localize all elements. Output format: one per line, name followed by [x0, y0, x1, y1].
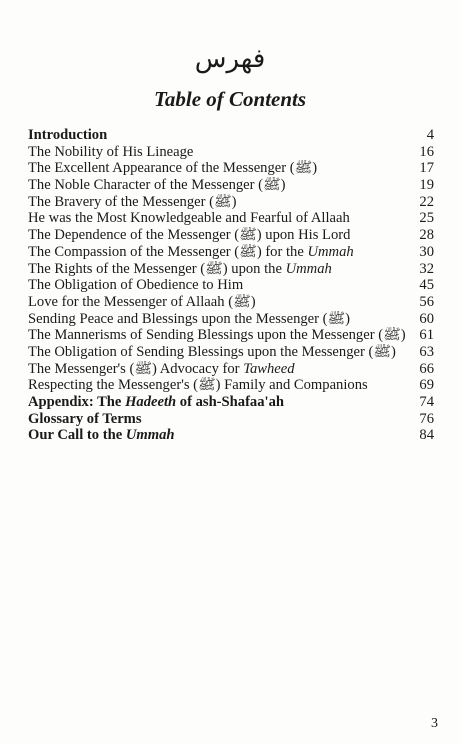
toc-entry-title: [28, 210, 350, 227]
toc-entry-text: The Mannerisms of Sending Blessings upon the Messenger (ﷺ): [28, 327, 406, 344]
toc-entry: [28, 427, 434, 444]
toc-page-number: 45: [419, 277, 434, 294]
toc-entry-title: [28, 244, 354, 261]
toc-page-number: 32: [419, 260, 434, 277]
toc-page-number: 74: [419, 394, 434, 410]
toc-entry: [28, 227, 434, 244]
toc-entry-title: [28, 261, 332, 278]
toc-entry-title: [28, 311, 350, 328]
toc-page-number: 19: [419, 177, 434, 194]
table-of-contents: [28, 127, 434, 444]
toc-entry-italic: Ummah: [125, 427, 175, 444]
toc-entry: [28, 361, 434, 378]
toc-entry-text: Respecting the Messenger's (ﷺ) Family and Companions: [28, 377, 368, 394]
toc-entry-text: The Compassion of the Messenger (ﷺ) for the: [28, 243, 308, 260]
toc-page-number: 22: [419, 193, 434, 210]
toc-entry: [28, 244, 434, 261]
toc-entry: [28, 277, 434, 294]
toc-entry-title: [28, 194, 237, 211]
toc-entry-text: Sending Peace and Blessings upon the Messenger (ﷺ): [28, 310, 351, 327]
toc-entry-title: [28, 427, 175, 444]
toc-page-number: 61: [419, 327, 434, 344]
toc-entry-title: [28, 344, 396, 361]
toc-entry-text: The Rights of the Messenger (ﷺ) upon the: [28, 260, 286, 277]
toc-page-number: 69: [419, 377, 434, 394]
toc-entry: [28, 294, 434, 311]
toc-entry: [28, 327, 434, 344]
toc-page-number: 30: [419, 243, 434, 260]
toc-entry: [28, 344, 434, 361]
toc-entry-title: [28, 411, 142, 428]
toc-entry: [28, 127, 434, 144]
toc-entry-title: [28, 294, 256, 311]
toc-page-number: 66: [419, 360, 434, 377]
toc-entry: [28, 411, 434, 428]
toc-entry-title: [28, 327, 406, 344]
toc-entry-text: The Bravery of the Messenger (ﷺ): [28, 193, 237, 210]
toc-page-number: 4: [426, 127, 434, 143]
toc-entry-title: [28, 177, 286, 194]
page-title: Table of Contents: [153, 87, 307, 111]
toc-entry: [28, 311, 434, 328]
toc-entry: [28, 394, 434, 411]
toc-entry-text: Love for the Messenger of Allaah (ﷺ): [28, 293, 256, 310]
page-number: 3: [431, 716, 438, 731]
toc-page-number: 17: [419, 160, 434, 177]
toc-entry: [28, 144, 434, 161]
toc-entry-text: The Dependence of the Messenger (ﷺ) upon His Lord: [28, 227, 351, 244]
toc-entry-text: The Excellent Appearance of the Messenger (ﷺ): [28, 160, 318, 177]
toc-entry-text: Introduction: [28, 127, 108, 143]
toc-entry-text: The Nobility of His Lineage: [28, 143, 194, 160]
arabic-heading: فهرس: [194, 44, 266, 74]
toc-entry-title: [28, 160, 317, 177]
toc-entry: [28, 194, 434, 211]
toc-page-number: 16: [419, 143, 434, 160]
toc-entry-italic: Hadeeth: [125, 394, 177, 410]
toc-entry: [28, 377, 434, 394]
toc-page-number: 76: [419, 410, 434, 427]
toc-entry-title: [28, 377, 368, 394]
toc-page-number: 28: [419, 227, 434, 244]
toc-entry: [28, 177, 434, 194]
toc-page-number: 56: [419, 293, 434, 310]
toc-entry-text: The Noble Character of the Messenger (ﷺ): [28, 177, 286, 194]
toc-entry-title: [28, 144, 193, 161]
toc-entry: [28, 261, 434, 278]
toc-entry-italic: Ummah: [307, 243, 354, 260]
toc-entry-text: The Messenger's (ﷺ) Advocacy for: [28, 360, 244, 377]
toc-entry-title: [28, 127, 107, 144]
toc-entry-text: The Obligation of Obedience to Him: [28, 277, 244, 294]
toc-page-number: 84: [419, 427, 434, 444]
toc-entry-text: The Obligation of Sending Blessings upon the Messenger (ﷺ): [28, 343, 396, 360]
toc-page-number: 25: [419, 210, 434, 227]
toc-entry-italic: Tawheed: [243, 360, 295, 377]
toc-entry-title: [28, 361, 295, 378]
toc-entry-text: Glossary of Terms: [28, 410, 142, 427]
toc-entry: [28, 210, 434, 227]
toc-entry-text: Our Call to the: [28, 427, 126, 444]
toc-entry-italic: Ummah: [285, 260, 332, 277]
toc-entry-title: [28, 277, 243, 294]
toc-entry-title: [28, 394, 284, 411]
toc-page-number: 60: [419, 310, 434, 327]
toc-entry-title: [28, 227, 350, 244]
toc-entry-text: Appendix: The: [28, 394, 126, 410]
toc-entry: [28, 160, 434, 177]
toc-entry-text: He was the Most Knowledgeable and Fearful of Allaah: [28, 210, 350, 227]
toc-page-number: 63: [419, 343, 434, 360]
toc-entry-suffix: of ash-Shafaa'ah: [176, 394, 284, 410]
